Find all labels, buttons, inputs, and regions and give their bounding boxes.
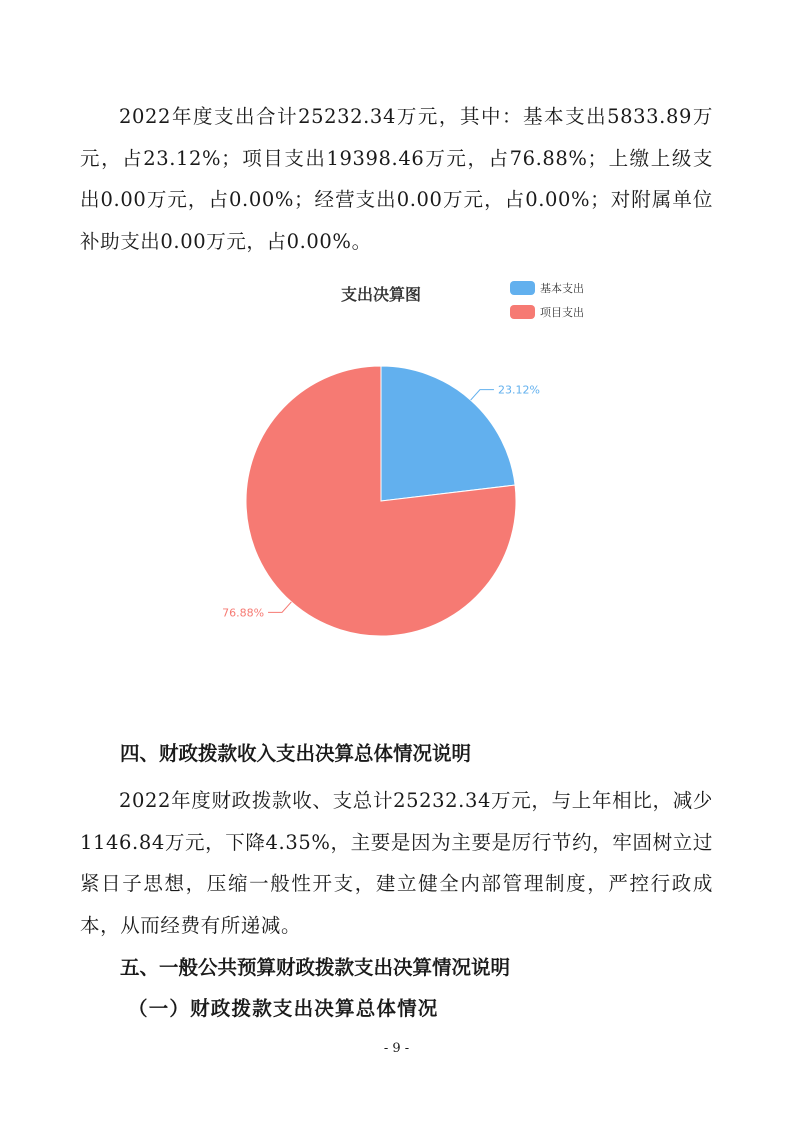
legend-swatch-2 (510, 305, 535, 319)
section-5-subheading: （一）财政拨款支出决算总体情况 (128, 997, 439, 1020)
page-number: - 9 - (383, 1041, 410, 1056)
legend-swatch-1 (510, 281, 535, 295)
section-4-heading: 四、财政拨款收入支出决算总体情况说明 (120, 742, 472, 765)
expenditure-paragraph: 2022年度支出合计25232.34万元，其中：基本支出5833.89万元，占23.12%；项目支出19398.46万元，占76.88%；上缴上级支出0.00万元，占0.00%；经营支出0.00万元，占0.00%；对附属单位补助支出0.00万元，占0.00%。 (80, 105, 713, 253)
pie-slices (246, 366, 516, 636)
data-label-2: 76.88% (222, 606, 265, 620)
legend-label-2: 项目支出 (540, 306, 584, 319)
expenditure-pie-chart (0, 270, 793, 670)
pie-slice-1 (381, 366, 515, 501)
chart-title: 支出决算图 (340, 285, 422, 304)
label-leader-line-1 (471, 390, 494, 400)
chart-legend (510, 281, 584, 319)
data-label-1: 23.12% (497, 383, 540, 397)
section-4-body: 2022年度财政拨款收、支总计25232.34万元，与上年相比，减少1146.84万元，下降4.35%，主要是因为主要是厉行节约，牢固树立过紧日子思想，压缩一般性开支，建立健全内部管理制度，严控行政成本，从而经费有所递减。 (80, 789, 713, 937)
label-leader-line-2 (268, 602, 291, 612)
section-5-heading: 五、一般公共预算财政拨款支出决算情况说明 (120, 956, 511, 979)
legend-label-1: 基本支出 (540, 282, 584, 295)
